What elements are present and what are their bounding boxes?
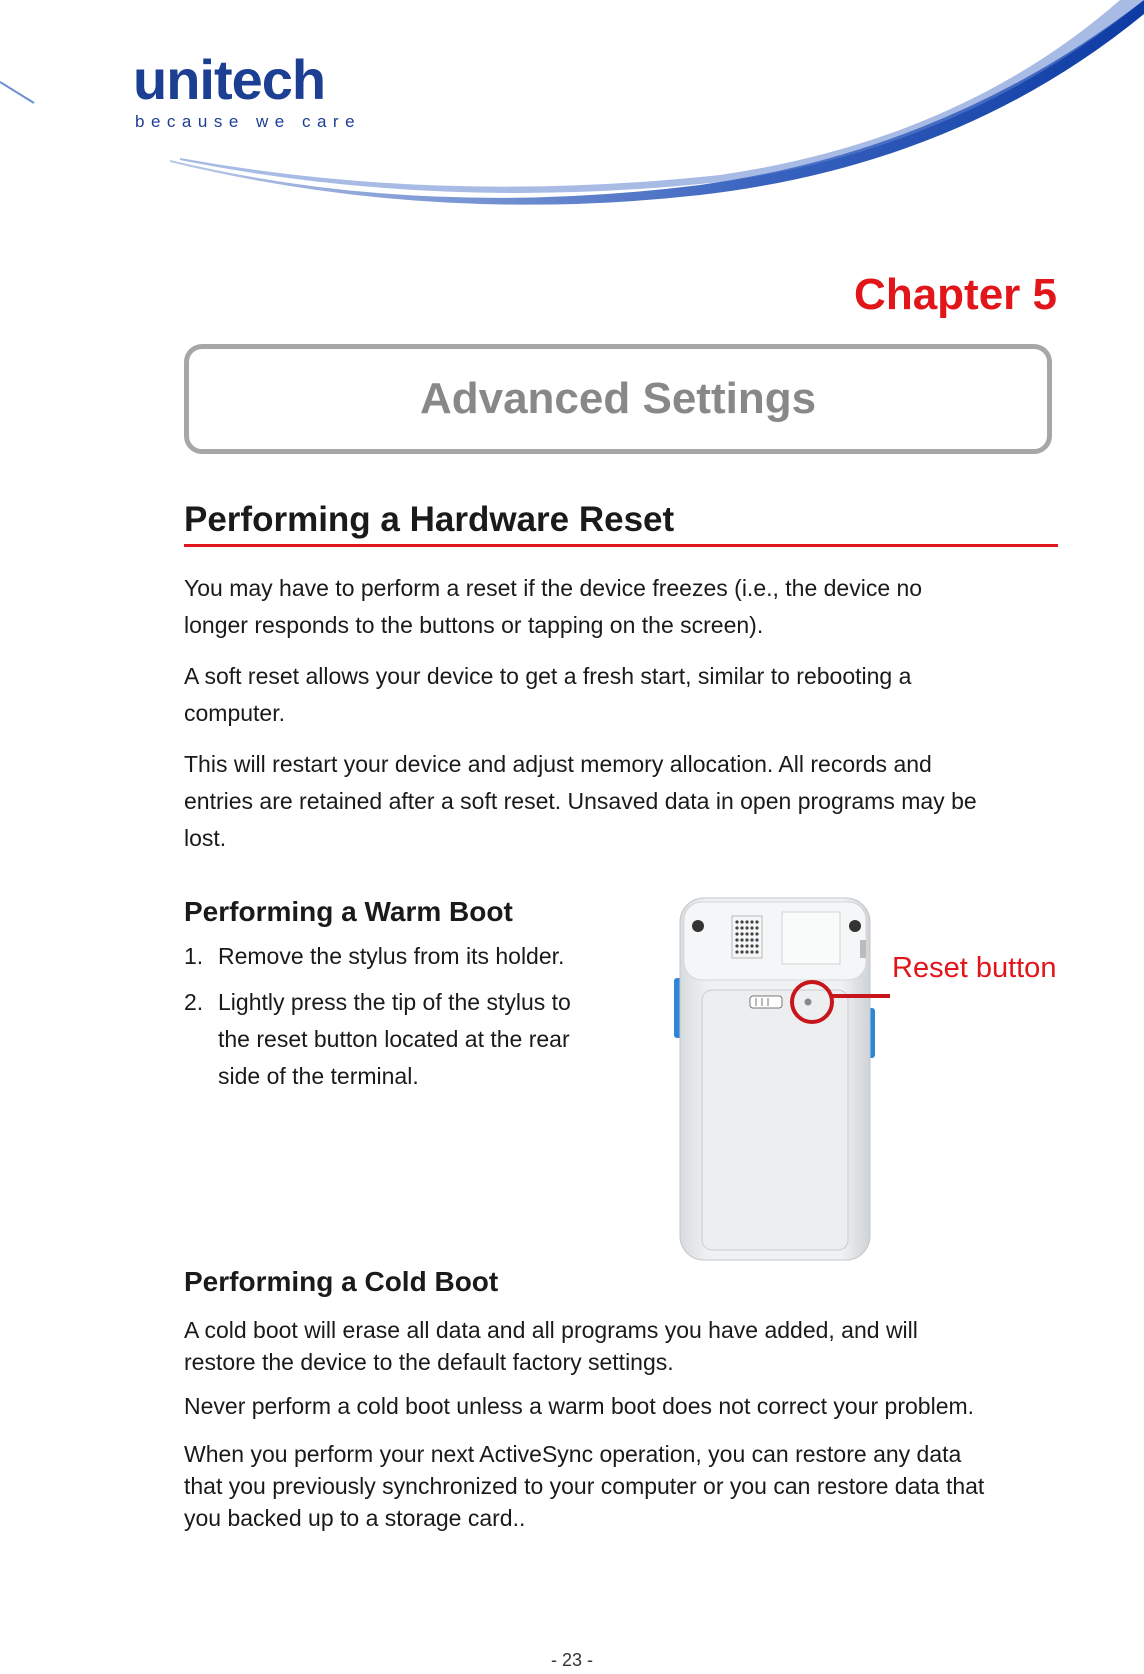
chapter-label: Chapter 5 [854, 270, 1057, 319]
section-heading-underline [184, 544, 1058, 547]
step-text: Remove the stylus from its holder. [218, 943, 565, 969]
warm-boot-step-1 [184, 938, 624, 975]
step-text: side of the terminal. [218, 1063, 419, 1089]
stylus-slot [860, 940, 866, 958]
paragraph-line: This will restart your device and adjust memory allocation. All records and [184, 751, 932, 777]
label-area [782, 912, 840, 964]
paragraph-line: A soft reset allows your device to get a fresh start, similar to rebooting a [184, 663, 912, 689]
paragraph-line: You may have to perform a reset if the device freezes (i.e., the device no [184, 575, 923, 601]
step-text: Lightly press the tip of the stylus to [218, 989, 571, 1015]
device-rear-image [650, 890, 890, 1265]
paragraph-freeze [184, 570, 1054, 644]
warm-boot-heading: Performing a Warm Boot [184, 896, 513, 927]
step-number: 1. [184, 943, 204, 969]
chapter-title: Advanced Settings [419, 374, 817, 423]
paragraph-line: When you perform your next ActiveSync operation, you can restore any data [184, 1441, 962, 1467]
paragraph-line: computer. [184, 700, 285, 726]
unitech-logo: unitech [133, 48, 326, 111]
reset-button-label: Reset button [892, 952, 1057, 984]
paragraph-line: lost. [184, 825, 227, 851]
paragraph-line: Never perform a cold boot unless a warm boot does not correct your problem. [184, 1393, 975, 1419]
chapter-title-box [184, 344, 1052, 454]
paragraph-soft-reset [184, 658, 1054, 732]
battery-cover [702, 990, 848, 1250]
paragraph-line: that you previously synchronized to your computer or you can restore data that [184, 1473, 985, 1499]
screw-hole-left [692, 920, 704, 932]
screw-hole-right [849, 920, 861, 932]
paragraph-restart [184, 746, 1054, 857]
cold-boot-heading: Performing a Cold Boot [184, 1266, 499, 1297]
section-heading: Performing a Hardware Reset [184, 500, 675, 539]
paragraph-line: entries are retained after a soft reset. Unsaved data in open programs may be [184, 788, 977, 814]
page-number: - 23 - [550, 1650, 593, 1670]
step-text: the reset button located at the rear [218, 1026, 570, 1052]
step-number: 2. [184, 989, 204, 1015]
paragraph-line: A cold boot will erase all data and all programs you have added, and will [184, 1317, 918, 1343]
paragraph-cold-boot-erase [184, 1314, 1064, 1378]
paragraph-line: restore the device to the default factory settings. [184, 1349, 674, 1375]
logo-tagline: because we care [135, 112, 362, 131]
reset-button-hole [805, 999, 812, 1006]
paragraph-never-cold-boot [184, 1390, 1064, 1422]
paragraph-activesync [184, 1438, 1064, 1534]
paragraph-line: longer responds to the buttons or tapping on the screen). [184, 612, 764, 638]
warm-boot-step-2 [184, 984, 624, 1095]
battery-latch [750, 996, 782, 1008]
paragraph-line: you backed up to a storage card.. [184, 1505, 526, 1531]
